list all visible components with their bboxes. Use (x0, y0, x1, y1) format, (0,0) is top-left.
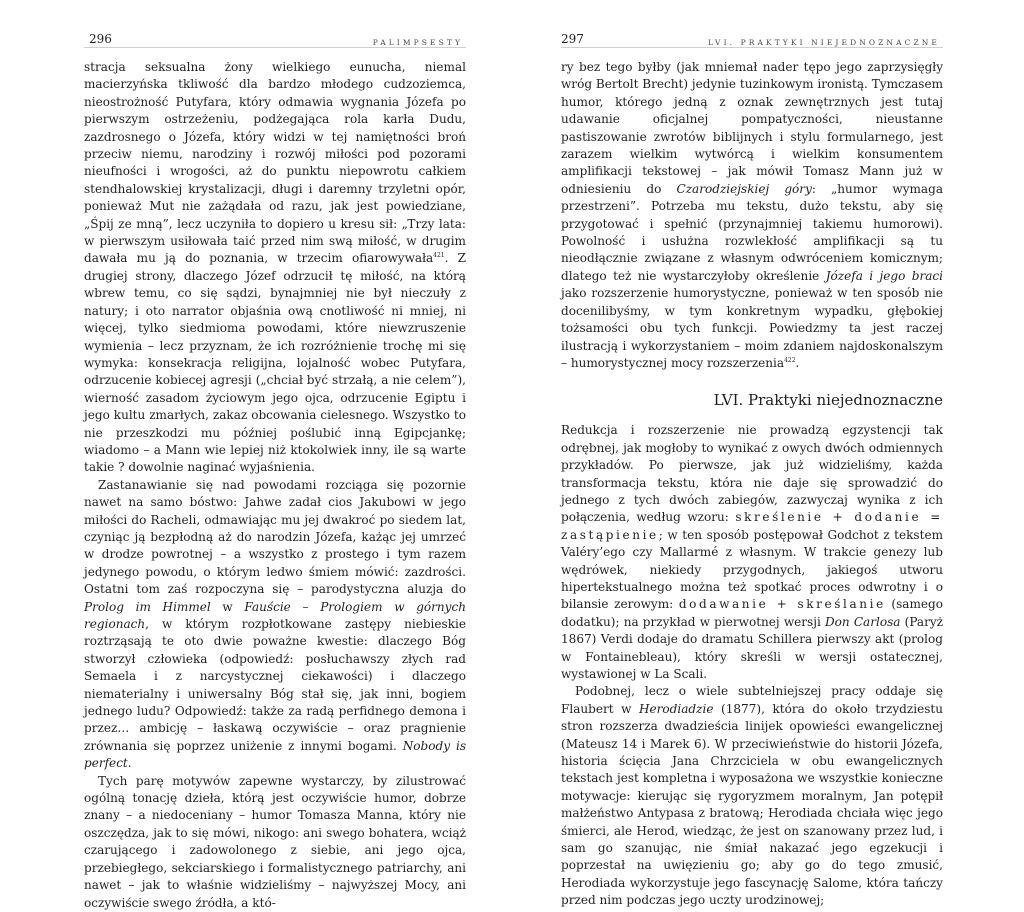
footnote-ref: 421 (433, 252, 445, 260)
right-body-text (561, 59, 943, 910)
running-head-right: LVI. PRAKTYKI NIEJEDNOZNACZNE (707, 38, 940, 47)
paragraph: stracja seksualna żony wielkiego eunucha, niemal macierzyńska tkliwość dla bardzo młodego cudzoziemca, nieostrożność Putyfara, który odmawia wygnania Józefa po pierwszym ostrzeżeniu, podżegająca rola karła Dudu, zazdrosnego o Józefa, który widzi w tej namiętności broń przeciw niemu, narodziny i rozwój miłości pod pozorami nieufności i wrogości, aż do punktu niepowrotu całkiem stendhalowskiej krystalizacji, długi i daremny trzyletni opór, ponieważ Mut nie zażądała od razu, jak jest powiedziane, „Śpij ze mną”, lecz uczyniła to dopiero u kresu sił: „Trzy lata: w pierwszym usiłowała taić przed nim swą miłość, w drugim dawała mu ją do poznania, w trzecim ofiarowywała$^{421}$. Z drugiej strony, dlaczego Józef odrzucił tę miłość, na którą wbrew temu, co się sądzi, bynajmniej nie był nieczuły z natury; i oto narrator objaśnia ową cnotliwość ni mniej, ni więcej, tylko siedmioma powodami, które niewzruszenie wymienia – lecz przyznam, że ich rozróżnienie trochę mi się wymyka: konsekracja religijna, lojalność wobec Putyfara, odrzucenie kobiecej agresji („chciał być strzałą, a nie celem”), wierność zasadom życiowym jego ojca, odrzucenie Egiptu i jego kultu zmarłych, zakaz obcowania cielesnego. Wszystko to nie przeszkodzi mu później poślubić inną Egipcjankę; wiadomo – a Mann wie lepiej niż ktokolwiek inny, ile są warte takie ? dowolnie naginać wyjaśnienia. (84, 60, 466, 475)
footnote-ref: 422 (784, 356, 796, 364)
page-number-left: 296 (89, 32, 112, 46)
paragraph: Zastanawianie się nad powodami rozciąga się pozornie nawet na samo bóstwo: Jahwe zadał cios Jakubowi w jego miłości do Racheli, odmawiając mu jej dwakroć po siedem lat, czyniąc ją bezpłodną aż do narodzin Józefa, każąc jej umrzeć w drodze powrotnej – a wszystko z prostego i tym razem jedynego powodu, o którym ledwo śmiem mówić: zazdrości. Ostatni tom zaś rozpoczyna się – parodystyczna aluzja do Prolog im Himmel w Fauście – Prologiem w górnych regionach, w którym rozpłotkowane zastępy niebieskie roztrząsają te oto dwie poważne kwestie: dlaczego Bóg stworzył człowieka (odpowiedź: posłuchawszy złych rad Semaela i z narcystycznej ciekawości) i dlaczego niematerialny i uniwersalny Bóg stał się, jak inni, bogiem jednego ludu? Odpowiedź: także za radą perfidnego demona i przez… ambicję – łaskawą oczywiście – oraz pragnienie zrównania się poprzez uniżenie z innymi bogami. Nobody is perfect. (84, 477, 466, 771)
running-head-left: PALIMPSESTY (372, 38, 463, 47)
right-page-header (561, 0, 943, 48)
right-page (561, 0, 943, 910)
chapter-title: LVI. Praktyki niejednoznaczne (713, 391, 943, 410)
left-page-header (84, 0, 466, 48)
page-number-right: 297 (561, 32, 584, 46)
paragraph: Redukcja i rozszerzenie nie prowadzą egzystencji tak odrębnej, jak mogłoby to wynikać z owych dwóch odmiennych przykładów. Po pierwsze, jak już widzieliśmy, każda transformacja tekstu, która nie daje się sprowadzić do jednego z tych dwóch zabiegów, zazwyczaj wynika z ich połączenia, według wzoru: skreślenie + dodanie = zastąpienie; w ten sposób postępował Godchot z tekstem Valéry’ego czy Mallarmé z własnym. W trakcie genezy lub wędrówek, niekiedy przygodnych, jakiegoś utworu hipertekstualnego można też spotkać proces odwrotny i o bilansie zerowym: dodawanie + skreślanie (samego dodatku); na przykład w pierwotnej wersji Don Carlosa (Paryż 1867) Verdi dodaje do dramatu Schillera pierwszy akt (prolog w Fontainebleau), który skreśli w wersji ostatecznej, wystawionej w La Scali. (561, 423, 943, 681)
paragraph: ry bez tego byłby (jak mniemał nader tępo jego zaprzysięgły wróg Bertolt Brecht) jedynie tuzinkowym ironistą. Tymczasem humor, którego jedną z oznak zewnętrznych jest tutaj udawanie oficjalnej pompatyczności, nieustanne pastiszowanie zwrotów biblijnych i stylu formularnego, jest zarazem wielkim wytwórcą i wielkim konsumentem amplifikacji tekstowej – jak mówił Tomasz Mann już w odniesieniu do Czarodziejskiej góry: „humor wymaga przestrzeni”. Potrzeba mu tekstu, dużo tekstu, aby się przygotować i spełnić (przynajmniej takiemu humorowi). Powolność i usłużna rozwlekłość amplifikacji są tu nieodłącznie związane z własnym odwróceniem komicznym; dlatego też nie wystarczyłoby określenie Józefa i jego braci jako rozszerzenie humorystyczne, ponieważ w ten sposób nie docenilibyśmy, w tym konkretnym wypadku, głębokiej tożsamości obu tych funkcji. Powiedzmy ta jest raczej ilustracją i wykorzystaniem – moim zdaniem najdoskonalszym – humorystycznej mocy rozszerzenia$^{422}$. (561, 60, 943, 370)
paragraph: Podobnej, lecz o wiele subtelniejszej pracy oddaje się Flaubert w Herodiadzie (1877), która do około trzydziestu stron rozszerza dwadzieścia linijek opowieści ewangelicznej (Mateusz 14 i Marek 6). W przeciwieństwie do historii Józefa, historia ścięcia Jana Chrzciciela w obu ewangelicznych tekstach jest kompletna i wyposażona we wszystkie konieczne motywacje: kierując się rygoryzmem moralnym, Jan potępił małżeństwo Antypasa z bratową; Herodiada chciała więc jego śmierci, ale Herod, wiedząc, że jest on szanowany przez lud, i sam go szanując, nie śmiał nakazać jego egzekucji i poprzestał na uwięzieniu go; aby go do tego zmusić, Herodiada wykorzystuje jego fascynację Salome, która tańczy przed nim podczas jego uczty urodzinowej; (561, 684, 943, 908)
paragraph: Tych parę motywów zapewne wystarczy, by zilustrować ogólną tonację dzieła, którą jest oczywiście humor, dobrze znany – a niedoceniany – humor Tomasza Manna, który nie oszczędza, jak to się mówi, nikogo: ani swego bohatera, wciąż czarującego i zadowolonego z siebie, ani jego ojca, przebiegłego, sekciarskiego i formalistycznego patriarchy, ani nawet – jak to właśnie widzieliśmy – najwyższej Mocy, ani oczywiście swego źródła, a któ- (84, 773, 466, 910)
left-body-text (84, 59, 466, 912)
left-page (84, 0, 466, 912)
